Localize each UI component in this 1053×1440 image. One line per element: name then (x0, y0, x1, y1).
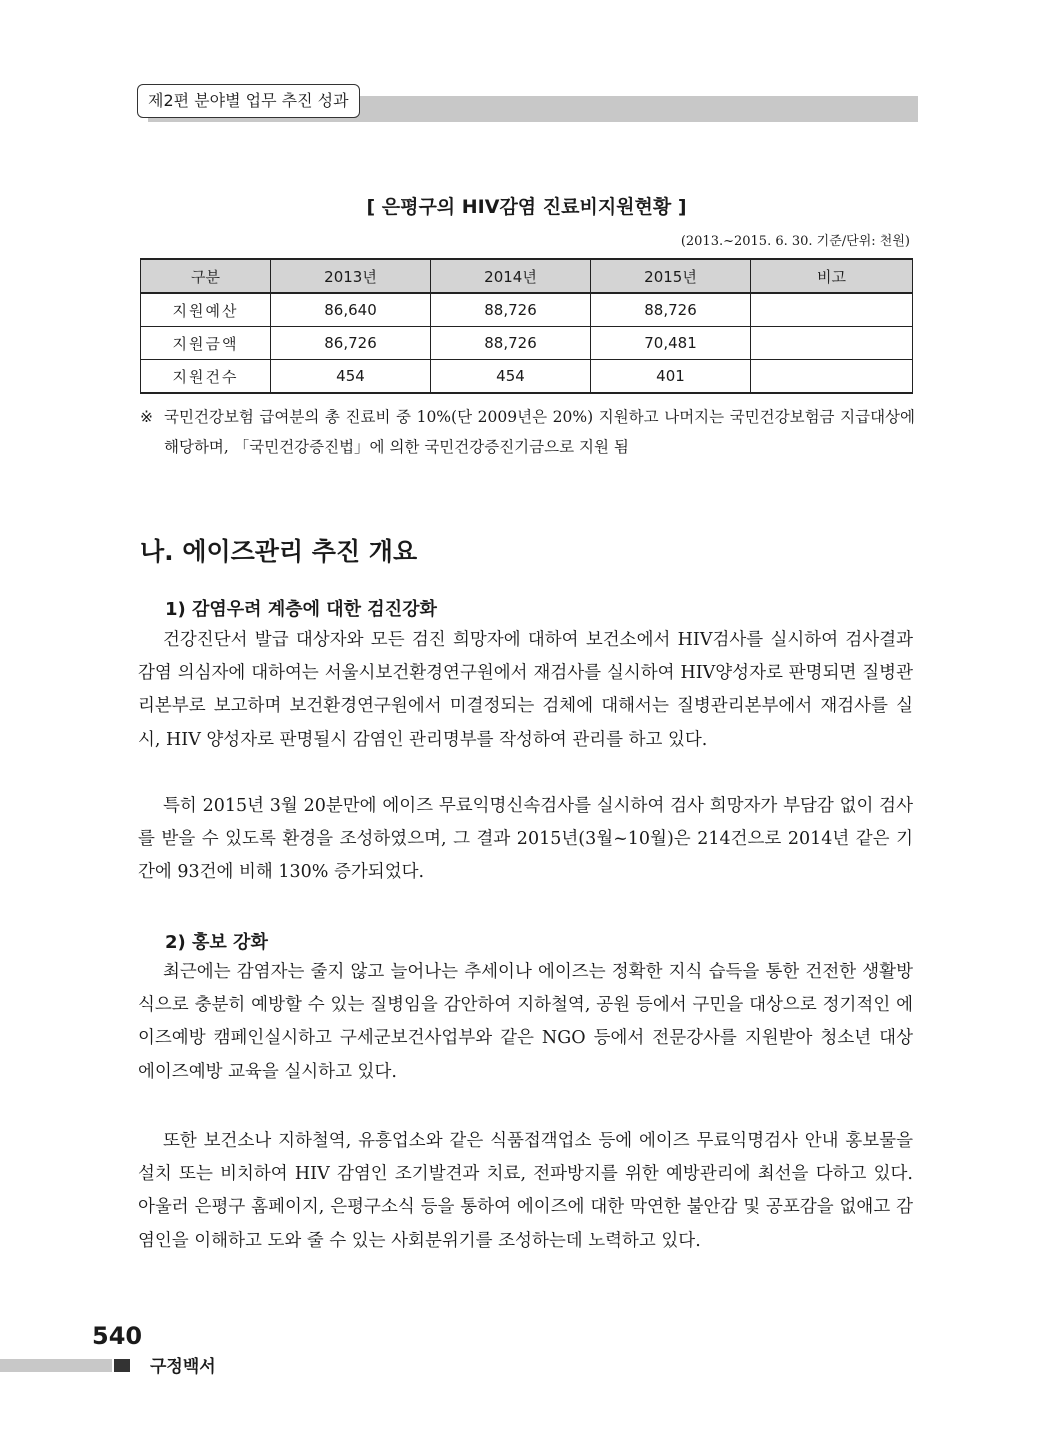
note-text: 국민건강보험 급여분의 총 진료비 중 10%(단 2009년은 20%) 지원하고 나머지는 국민건강보험금 지급대상에 해당하며, 「국민건강증진법」에 의한 국민건강증진기금으로 지원 됨 (164, 408, 915, 456)
book-title: 구정백서 (150, 1357, 216, 1377)
table-cell: 88,726 (431, 293, 591, 327)
table-header-row (141, 259, 913, 293)
table-cell: 88,726 (431, 327, 591, 360)
row-label: 지원금액 (141, 327, 271, 360)
chapter-tab: 제2편 분야별 업무 추진 성과 (137, 84, 360, 118)
footer-bar (0, 1359, 112, 1372)
body-paragraph: 특히 2015년 3월 20분만에 에이즈 무료익명신속검사를 실시하여 검사 희망자가 부담감 없이 검사를 받을 수 있도록 환경을 조성하였으며, 그 결과 2015년(3월~10월)은 214건으로 2014년 같은 기간에 93건에 비해 130% 증가되었다. (138, 796, 913, 883)
row-label: 지원건수 (141, 360, 271, 394)
table-cell: 86,726 (271, 327, 431, 360)
table-cell: 454 (431, 360, 591, 394)
column-header: 비고 (751, 259, 913, 293)
support-table (140, 258, 913, 394)
note-mark: ※ (140, 408, 153, 426)
page-number: 540 (92, 1322, 143, 1350)
table-cell: 86,640 (271, 293, 431, 327)
column-header: 2015년 (591, 259, 751, 293)
table-title: [ 은평구의 HIV감염 진료비지원현황 ] (366, 196, 687, 218)
table-row (141, 293, 913, 327)
table-cell (751, 360, 913, 394)
table-row (141, 360, 913, 394)
table-cell: 70,481 (591, 327, 751, 360)
table-footnote (140, 402, 915, 462)
subsection-title: 1) 감염우려 계층에 대한 검진강화 (165, 599, 437, 620)
body-paragraph: 또한 보건소나 지하철역, 유흥업소와 같은 식품접객업소 등에 에이즈 무료익명검사 안내 홍보물을 설치 또는 비치하여 HIV 감염인 조기발견과 치료, 전파방지를 위한 예방관리에 최선을 다하고 있다. 아울러 은평구 홈페이지, 은평구소식 등을 통하여 에이즈에 대한 막연한 불안감 및 공포감을 없애고 감염인을 이해하고 도와 줄 수 있는 사회분위기를 조성하는데 노력하고 있다. (138, 1131, 913, 1251)
table-unit: (2013.~2015. 6. 30. 기준/단위: 천원) (680, 234, 910, 249)
table-cell: 88,726 (591, 293, 751, 327)
column-header: 구분 (141, 259, 271, 293)
subsection-title: 2) 홍보 강화 (165, 932, 268, 953)
row-label: 지원예산 (141, 293, 271, 327)
section-title: 나. 에이즈관리 추진 개요 (140, 537, 418, 566)
body-paragraph: 최근에는 감염자는 줄지 않고 늘어나는 추세이나 에이즈는 정확한 지식 습득을 통한 건전한 생활방식으로 충분히 예방할 수 있는 질병임을 감안하여 지하철역, 공원 등에서 구민을 대상으로 정기적인 에이즈예방 캠페인실시하고 구세군보건사업부와 같은 NGO 등에서 전문강사를 지원받아 청소년 대상 에이즈예방 교육을 실시하고 있다. (138, 962, 913, 1082)
table-row (141, 327, 913, 360)
column-header: 2013년 (271, 259, 431, 293)
table-cell: 454 (271, 360, 431, 394)
table-cell (751, 327, 913, 360)
footer-square (114, 1359, 130, 1372)
body-paragraph: 건강진단서 발급 대상자와 모든 검진 희망자에 대하여 보건소에서 HIV검사를 실시하여 검사결과 감염 의심자에 대하여는 서울시보건환경연구원에서 재검사를 실시하여 HIV양성자로 판명되면 질병관리본부로 보고하며 보건환경연구원에서 미결정되는 검체에 대해서는 질병관리본부에서 재검사를 실시, HIV 양성자로 판명될시 감염인 관리명부를 작성하여 관리를 하고 있다. (138, 630, 913, 750)
column-header: 2014년 (431, 259, 591, 293)
table-cell: 401 (591, 360, 751, 394)
table-cell (751, 293, 913, 327)
